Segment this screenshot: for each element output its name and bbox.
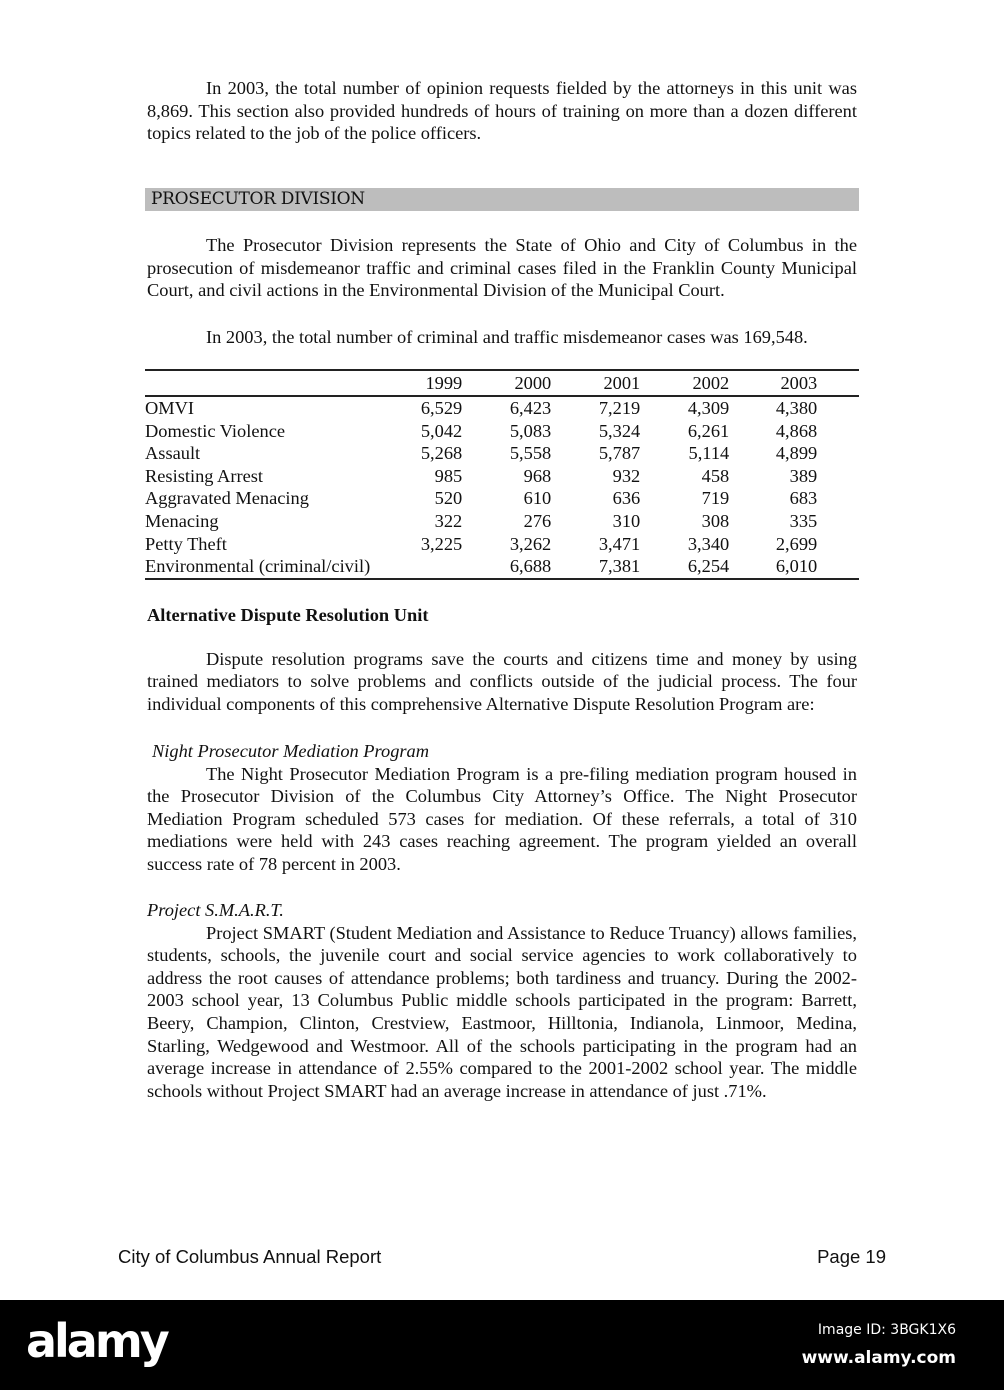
cell-value: 322	[434, 510, 463, 531]
footer-title: City of Columbus Annual Report	[118, 1246, 382, 1267]
column-header: 2000	[462, 370, 551, 396]
table-row	[145, 465, 859, 488]
cell-value: 2,699	[775, 533, 818, 554]
prosecutor-paragraph: The Prosecutor Division represents the State of Ohio and City of Columbus in the prosecution of misdemeanor traffic and criminal cases filed in the Franklin County Municipal Court, and civil actions in the Environmental Division of the Municipal Court.	[147, 235, 857, 301]
cell-value: 4,380	[775, 398, 818, 418]
cell-value: 3,340	[687, 533, 730, 554]
table-row	[145, 510, 859, 533]
cell-value: 6,423	[509, 398, 552, 418]
cell-value: 310	[612, 510, 641, 531]
cell-value: 932	[612, 465, 641, 486]
cell-value: 5,042	[420, 420, 463, 441]
cell-value: 4,309	[687, 398, 730, 418]
cell-value: 3,471	[598, 533, 641, 554]
section-heading-bar	[145, 188, 859, 211]
cell-value: 5,114	[688, 443, 730, 464]
row-label: Assault	[145, 443, 201, 464]
row-label: Petty Theft	[145, 533, 227, 554]
smart-section	[147, 899, 857, 1102]
section-heading: PROSECUTOR DIVISION	[151, 189, 365, 209]
table-row	[145, 396, 859, 420]
cell-value: 5,558	[509, 443, 552, 464]
cases-table	[145, 369, 859, 580]
smart-paragraph: Project SMART (Student Mediation and Assistance to Reduce Truancy) allows families, students, schools, the juvenile court and social service agencies to work collaboratively to address the root causes of attendance problems; both tardiness and truancy. During the 2002-2003 school year, 13 Columbus Public middle schools participated in the program: Barrett, Beery, Champion, Clinton, Crestview, Eastmoor, Hilltonia, Indianola, Linmoor, Medina, Starling, Wedgewood and Westmoor. All of the schools participating in the program had an average increase in attendance of 2.55% compared to the 2001-2002 school year. The middle schools without Project SMART had an average increase in attendance of just .71%.	[147, 922, 857, 1101]
cell-value: 5,787	[598, 443, 641, 464]
cell-value: 520	[434, 488, 463, 509]
cell-value	[370, 555, 462, 579]
cell-value: 308	[701, 510, 730, 531]
cell-value: 6,261	[687, 420, 730, 441]
watermark-band	[0, 1300, 1004, 1390]
page-number: Page 19	[817, 1246, 886, 1267]
cell-value: 610	[523, 488, 552, 509]
cell-value: 985	[434, 465, 463, 486]
cell-value: 6,529	[420, 398, 463, 418]
cell-value: 5,268	[420, 443, 463, 464]
cell-value: 4,868	[775, 420, 818, 441]
watermark-url: www.alamy.com	[801, 1348, 956, 1368]
cell-value: 276	[523, 510, 552, 531]
night-heading: Night Prosecutor Mediation Program	[152, 741, 430, 761]
cell-value: 3,225	[420, 533, 463, 554]
cell-value: 7,381	[598, 556, 641, 577]
cell-value: 636	[612, 488, 641, 509]
cell-value: 6,254	[687, 556, 730, 577]
night-paragraph: The Night Prosecutor Mediation Program is a pre-filing mediation program housed in the Prosecutor Division of the Columbus City Attorney’s Office. The Night Prosecutor Mediation Program scheduled 573 cases for mediation. Of these referrals, a total of 310 mediations were held with 243 cases reaching agreement. The program yielded an overall success rate of 78 percent in 2003.	[147, 763, 857, 874]
cell-value: 5,324	[598, 420, 641, 441]
row-label: Environmental (criminal/civil)	[145, 556, 371, 577]
smart-heading: Project S.M.A.R.T.	[147, 900, 284, 920]
column-header: 2002	[640, 370, 729, 396]
column-header: 1999	[370, 370, 462, 396]
adr-paragraph: Dispute resolution programs save the courts and citizens time and money by using trained mediators to solve problems and conflicts outside of the judicial process. The four individual components of this comprehensive Alternative Dispute Resolution Program are:	[147, 648, 857, 714]
cell-value: 6,010	[775, 556, 818, 577]
cases-paragraph: In 2003, the total number of criminal and traffic misdemeanor cases was 169,548.	[206, 327, 808, 347]
row-label: OMVI	[145, 398, 195, 418]
cell-value: 683	[789, 488, 818, 509]
cell-value: 719	[701, 488, 730, 509]
table-row	[145, 555, 859, 579]
cell-value: 458	[701, 465, 730, 486]
cell-value: 4,899	[775, 443, 818, 464]
cell-value: 335	[789, 510, 818, 531]
column-header: 2001	[551, 370, 640, 396]
table-header-row	[145, 370, 859, 396]
table-row	[145, 487, 859, 510]
row-label: Resisting Arrest	[145, 465, 264, 486]
row-label: Menacing	[145, 510, 219, 531]
image-id: Image ID: 3BGK1X6	[817, 1322, 956, 1338]
cell-value: 3,262	[509, 533, 552, 554]
adr-section	[147, 604, 857, 715]
table-row	[145, 442, 859, 465]
alamy-logo: alamy	[26, 1314, 167, 1368]
intro-paragraph: In 2003, the total number of opinion requests fielded by the attorneys in this unit was 8,869. This section also provided hundreds of hours of training on more than a dozen different topics related to the job of the police officers.	[147, 78, 857, 144]
cell-value: 7,219	[598, 398, 641, 418]
cell-value: 389	[789, 465, 818, 486]
table-row	[145, 420, 859, 443]
table-row	[145, 533, 859, 556]
row-label: Domestic Violence	[145, 420, 286, 441]
row-label: Aggravated Menacing	[145, 488, 309, 509]
night-section	[147, 740, 857, 876]
adr-heading: Alternative Dispute Resolution Unit	[147, 605, 429, 625]
cell-value: 968	[523, 465, 552, 486]
column-header: 2003	[729, 370, 817, 396]
cell-value: 5,083	[509, 420, 552, 441]
cell-value: 6,688	[509, 556, 552, 577]
